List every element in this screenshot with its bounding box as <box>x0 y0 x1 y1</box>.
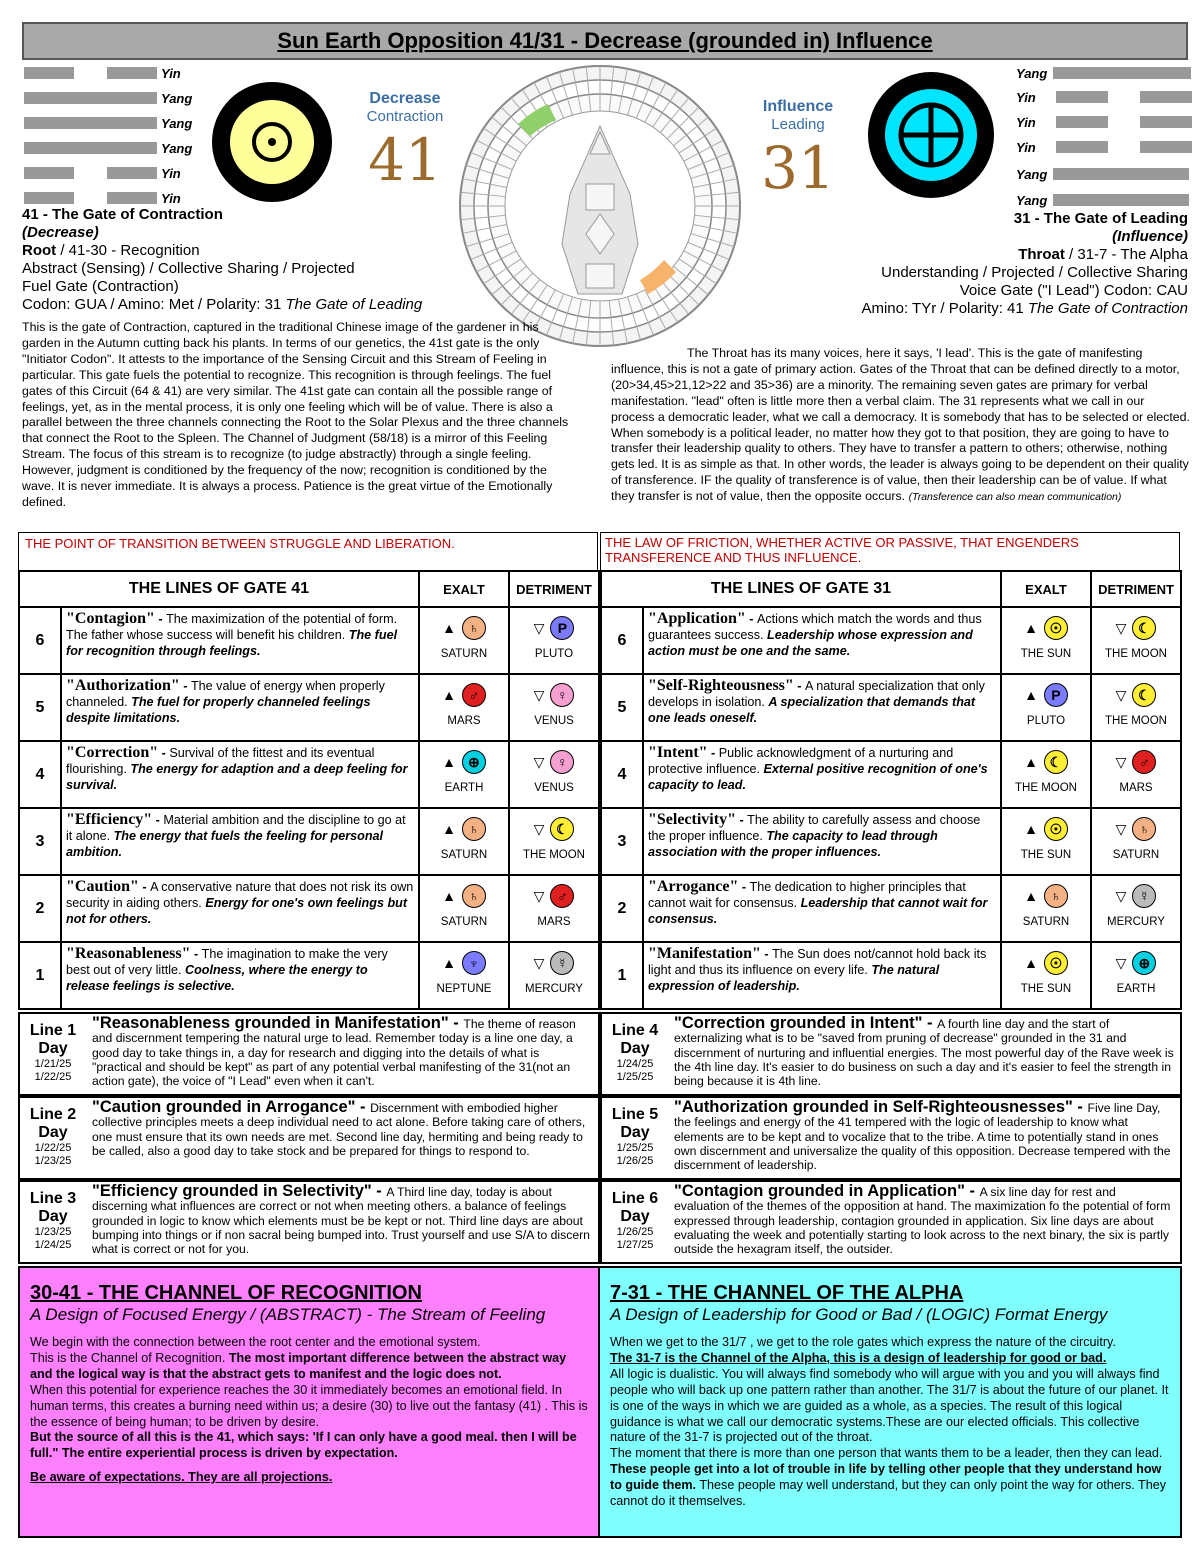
detriment-triangle-icon: ▽ <box>1115 753 1127 770</box>
detriment-planet: ▽ ♂ MARS <box>509 875 599 942</box>
detriment-triangle-icon: ▽ <box>533 619 545 636</box>
lines-table-gate-41 <box>18 570 600 1010</box>
exalt-planet: ▲ P PLUTO <box>1001 674 1091 741</box>
hex-line: Yang <box>24 137 192 159</box>
right-gate-info: 31 - The Gate of Leading (Influence) Throat / 31-7 - The Alpha Understanding / Projected / Collective Sharing Voice Gate ("I Lead") Codon: CAU Amino: TYr / Polarity: 41 The Gate of Contraction <box>861 210 1188 317</box>
exalt-triangle-icon: ▲ <box>1024 955 1038 971</box>
line-description: "Selectivity" - The ability to carefully assess and choose the proper influence. The capacity to lead through association with the proper influences. <box>643 808 1001 875</box>
planet-icon: ♀ <box>550 683 574 707</box>
line-number: 3 <box>19 808 61 875</box>
line-number: 5 <box>19 674 61 741</box>
detriment-planet: ▽ ♄ SATURN <box>1091 808 1181 875</box>
sun-icon <box>210 80 334 204</box>
hex-line: Yang <box>24 87 192 109</box>
line-number: 5 <box>601 674 643 741</box>
hex-line: Yin <box>1012 136 1192 158</box>
planet-icon: ☾ <box>1132 616 1156 640</box>
detriment-planet: ▽ P PLUTO <box>509 607 599 674</box>
left-gate-info: 41 - The Gate of Contraction (Decrease) Root / 41-30 - Recognition Abstract (Sensing) / Collective Sharing / Projected Fuel Gate (Contraction) Codon: GUA / Amino: Met / Polarity: 31 The Gate of Leading <box>22 206 423 313</box>
line-description: "Self-Righteousness" - A natural specialization that only develops in isolation. A specialization that demands that one leads oneself. <box>643 674 1001 741</box>
table-row <box>601 942 1181 1009</box>
line-day-box <box>18 1012 600 1096</box>
planet-icon: ⊕ <box>1132 951 1156 975</box>
paragraph: When we get to the 31/7 , we get to the role gates which express the nature of the circuitry. <box>610 1335 1116 1349</box>
detriment-triangle-icon: ▽ <box>533 954 545 971</box>
table-header: THE LINES OF GATE 41 <box>19 571 419 607</box>
planet-icon: ☾ <box>1044 750 1068 774</box>
planet-icon: ☾ <box>1132 683 1156 707</box>
channel-subtitle: A Design of Focused Energy / (ABSTRACT) - The Stream of Feeling <box>30 1305 546 1324</box>
line-description: "Authorization" - The value of energy when properly channeled. The fuel for properly channeled feelings despite limitations. <box>61 674 419 741</box>
line-day-box <box>18 1096 600 1180</box>
paragraph: But the source of all this is the 41, which says: 'If I can only have a good meal. then I will be full." The entire experiential process is driven by expectation. <box>30 1430 577 1461</box>
detriment-triangle-icon: ▽ <box>1115 820 1127 837</box>
table-row <box>19 875 599 942</box>
left-keyword: Decrease Contraction 41 <box>360 90 450 195</box>
planet-icon: ♆ <box>462 951 486 975</box>
channel-subtitle: A Design of Leadership for Good or Bad / (LOGIC) Format Energy <box>610 1305 1108 1324</box>
lines-table-gate-31 <box>600 570 1182 1010</box>
paragraph: Be aware of expectations. They are all projections. <box>30 1470 333 1485</box>
line-description: "Application" - Actions which match the words and thus guarantees success. Leadership whose expression and action must be one and the same. <box>643 607 1001 674</box>
day-description: "Reasonableness grounded in Manifestation" - The theme of reason and discernment tempering the natural urge to lead. Remember today is a line one day, a good day to take things in, a day for research and digging into the details of what is "practical and should be kept" as part of any potential verbal manifesting of the 31(not an action gate), the voice of "I Lead" even when it can't. <box>92 1014 576 1089</box>
channel-alpha <box>600 1266 1182 1538</box>
detriment-triangle-icon: ▽ <box>1115 887 1127 904</box>
line-day-box <box>18 1180 600 1264</box>
exalt-header: EXALT <box>419 571 509 607</box>
exalt-planet: ▲ ♄ SATURN <box>419 875 509 942</box>
detriment-planet: ▽ ☾ THE MOON <box>1091 607 1181 674</box>
planet-icon: ☾ <box>550 817 574 841</box>
exalt-triangle-icon: ▲ <box>442 821 456 837</box>
table-row <box>601 674 1181 741</box>
line-description: "Intent" - Public acknowledgment of a nurturing and protective influence. External positive recognition of one's capacity to lead. <box>643 741 1001 808</box>
table-row <box>19 942 599 1009</box>
detriment-triangle-icon: ▽ <box>1115 954 1127 971</box>
left-description: This is the gate of Contraction, captured in the traditional Chinese image of the gardener in his garden in the Autumn cutting back his plants. In terms of our genetics, the 41st gate is the only "Initiator Codon". It attests to the importance of the Sensing Circuit and this Stream of Feeling in particular. This gate fuels the potential to recognize. This recognition is through feelings. The fuel gates of this Circuit (64 & 41) are very similar. The 41st gate can contain all the possible range of feelings, yet, as in the mental process, it is only one feeling which will be of value. There is also a parallel between the three channels connecting the Root to the Solar Plexus and the three channels that connect the Root to the Spleen. The Channel of Judgment (58/18) is a mirror of this Feeling Stream. The focus of this stream is to recognize (to judge abstractly) through a single feeling. However, judgment is conditioned by the frequency of the now; recognition is conditioned by the wave. It is never immediate. It is always a process. Patience is the great virtue of the Emotionally defined. <box>22 320 569 509</box>
exalt-triangle-icon: ▲ <box>442 620 456 636</box>
planet-icon: ☿ <box>550 951 574 975</box>
table-row <box>19 607 599 674</box>
exalt-triangle-icon: ▲ <box>1024 687 1038 703</box>
planet-icon: P <box>1044 683 1068 707</box>
channel-recognition <box>18 1266 600 1538</box>
detriment-planet: ▽ ☿ MERCURY <box>1091 875 1181 942</box>
right-keyword: Influence Leading 31 <box>761 98 835 202</box>
detriment-planet: ▽ ⊕ EARTH <box>1091 942 1181 1009</box>
planet-icon: ♄ <box>462 884 486 908</box>
exalt-triangle-icon: ▲ <box>442 888 456 904</box>
exalt-triangle-icon: ▲ <box>1024 754 1038 770</box>
planet-icon: ☉ <box>1044 817 1068 841</box>
exalt-triangle-icon: ▲ <box>1024 888 1038 904</box>
planet-icon: ♄ <box>462 817 486 841</box>
detriment-triangle-icon: ▽ <box>533 887 545 904</box>
exalt-triangle-icon: ▲ <box>1024 620 1038 636</box>
day-description: "Caution grounded in Arrogance" - Discernment with embodied higher collective principles meets a deep individual need to act alone. Before taking care of others, one must ensure that its own needs are met. Second line day, hermiting and being ready to be called, also a good day to take stock and be prepared for things to respond to. <box>92 1098 586 1158</box>
exalt-triangle-icon: ▲ <box>442 754 456 770</box>
exalt-triangle-icon: ▲ <box>442 687 456 703</box>
line-day-box <box>600 1096 1182 1180</box>
paragraph: The moment that there is more than one person that wants them to be a leader, then they can lead. These people get into a lot of trouble in life by telling other people that they understand how to guide them. These people may well understand, but they can only point the way for others. They cannot do it themselves. <box>610 1446 1167 1509</box>
line-description: "Efficiency" - Material ambition and the discipline to go at it alone. The energy that fuels the feeling for personal ambition. <box>61 808 419 875</box>
planet-icon: ☿ <box>1132 884 1156 908</box>
hex-line: Yin <box>1012 86 1192 108</box>
line-description: "Arrogance" - The dedication to higher principles that cannot wait for consensus. Leadership that cannot wait for consensus. <box>643 875 1001 942</box>
planet-icon: ♄ <box>1132 817 1156 841</box>
exalt-planet: ▲ ♄ SATURN <box>419 808 509 875</box>
detriment-planet: ▽ ♂ MARS <box>1091 741 1181 808</box>
paragraph: We begin with the connection between the root center and the emotional system. <box>30 1335 481 1349</box>
detriment-triangle-icon: ▽ <box>1115 686 1127 703</box>
detriment-header: DETRIMENT <box>509 571 599 607</box>
line-description: "Reasonableness" - The imagination to make the very best out of very little. Coolness, where the energy to release feelings is selective. <box>61 942 419 1009</box>
exalt-header: EXALT <box>1001 571 1091 607</box>
exalt-planet: ▲ ☉ THE SUN <box>1001 808 1091 875</box>
line-number: 6 <box>601 607 643 674</box>
exalt-planet: ▲ ♄ SATURN <box>419 607 509 674</box>
line-number: 1 <box>19 942 61 1009</box>
day-label: Line 1 Day 1/21/25 1/22/25 <box>29 1022 77 1083</box>
planet-icon: ♂ <box>462 683 486 707</box>
paragraph: When this potential for experience reaches the 30 it immediately becomes an emotional field. In human terms, this creates a burning need within us; a desire (30) to live out the fantasy (41) . This is the essence of being human; to be driven by desire. <box>30 1382 588 1429</box>
detriment-triangle-icon: ▽ <box>533 753 545 770</box>
channel-title: 7-31 - THE CHANNEL OF THE ALPHA <box>610 1282 964 1304</box>
planet-icon: ♀ <box>550 750 574 774</box>
planet-icon: P <box>550 616 574 640</box>
left-banner: THE POINT OF TRANSITION BETWEEN STRUGGLE AND LIBERATION. <box>18 532 598 570</box>
hex-line: Yin <box>24 62 181 84</box>
detriment-planet: ▽ ♀ VENUS <box>509 741 599 808</box>
gate-number: 41 <box>368 126 442 194</box>
line-number: 2 <box>19 875 61 942</box>
hex-line: Yang <box>1012 163 1189 185</box>
hex-line: Yang <box>24 112 192 134</box>
earth-icon <box>866 70 996 200</box>
hex-line: Yin <box>1012 111 1192 133</box>
detriment-planet: ▽ ♀ VENUS <box>509 674 599 741</box>
detriment-planet: ▽ ☾ THE MOON <box>509 808 599 875</box>
day-label: Line 6 Day 1/26/25 1/27/25 <box>611 1190 659 1251</box>
hex-line: Yin <box>24 187 181 209</box>
exalt-planet: ▲ ⊕ EARTH <box>419 741 509 808</box>
table-row <box>19 674 599 741</box>
planet-icon: ♄ <box>1044 884 1068 908</box>
exalt-planet: ▲ ☉ THE SUN <box>1001 607 1091 674</box>
line-description: "Manifestation" - The Sun does not/cannot hold back its light and thus its influence on every life. The natural expression of leadership. <box>643 942 1001 1009</box>
table-row <box>601 607 1181 674</box>
detriment-header: DETRIMENT <box>1091 571 1181 607</box>
detriment-triangle-icon: ▽ <box>1115 619 1127 636</box>
detriment-planet: ▽ ☾ THE MOON <box>1091 674 1181 741</box>
hex-line: Yang <box>1012 189 1189 211</box>
day-label: Line 3 Day 1/23/25 1/24/25 <box>29 1190 77 1251</box>
line-day-box <box>600 1180 1182 1264</box>
gate-number: 31 <box>761 134 835 202</box>
line-day-box <box>600 1012 1182 1096</box>
line-number: 4 <box>601 741 643 808</box>
day-label: Line 4 Day 1/24/25 1/25/25 <box>611 1022 659 1083</box>
exalt-triangle-icon: ▲ <box>1024 821 1038 837</box>
paragraph: This is the Channel of Recognition. The most important difference between the abstract way and the logical way is that the abstract gets to manifest and the logic does not. <box>30 1350 567 1381</box>
exalt-planet: ▲ ♂ MARS <box>419 674 509 741</box>
exalt-planet: ▲ ♄ SATURN <box>1001 875 1091 942</box>
line-number: 6 <box>19 607 61 674</box>
hex-line: Yin <box>24 162 181 184</box>
day-description: "Correction grounded in Intent" - A fourth line day and the start of externalizing what is to be "saved from pruning of decrease" grounded in the 31 and discernment of nurturing and influential energies. The most powerful day of the Rave week is the 4th line day. It's easier to do business on such a day and it's easier to feel the strength in being because it is 4th line. <box>674 1014 1174 1089</box>
right-banner: THE LAW OF FRICTION, WHETHER ACTIVE OR PASSIVE, THAT ENGENDERS TRANSFERENCE AND THUS INFLUENCE. <box>600 532 1180 570</box>
exalt-planet: ▲ ☉ THE SUN <box>1001 942 1091 1009</box>
table-row <box>19 808 599 875</box>
detriment-planet: ▽ ☿ MERCURY <box>509 942 599 1009</box>
line-number: 2 <box>601 875 643 942</box>
planet-icon: ♂ <box>1132 750 1156 774</box>
hex-line: Yang <box>1012 62 1191 84</box>
planet-icon: ☉ <box>1044 616 1068 640</box>
day-label: Line 2 Day 1/22/25 1/23/25 <box>29 1106 77 1167</box>
paragraph: All logic is dualistic. You will always find somebody who will argue with you and you will always find people who will back up one pattern rather than another. The 31/7 is about the future of our planet. It is one of the ways in which we are guided as a whole, as a species. The result of this logical guidance is what we call our democratic systems.These are our elected officials. This collective nature of the 31-7 is projected out of the throat. <box>610 1366 1169 1445</box>
exalt-planet: ▲ ☾ THE MOON <box>1001 741 1091 808</box>
line-number: 3 <box>601 808 643 875</box>
day-description: "Authorization grounded in Self-Righteousnesses" - Five line Day, the feelings and energy of the 41 tempered with the logic of leadership to know what elements are to be kept and to vocalize that to the tribe. A time to potentially stand in ones own discernment and universalize the quality of this opposition. Decrease tempered with the discernment of leadership. <box>674 1098 1171 1173</box>
detriment-triangle-icon: ▽ <box>533 820 545 837</box>
paragraph: The 31-7 is the Channel of the Alpha, this is a design of leadership for good or bad. <box>610 1350 1107 1365</box>
detriment-triangle-icon: ▽ <box>533 686 545 703</box>
planet-icon: ♄ <box>462 616 486 640</box>
line-number: 1 <box>601 942 643 1009</box>
line-description: "Caution" - A conservative nature that does not risk its own security in aiding others. Energy for one's own feelings but not for others. <box>61 875 419 942</box>
right-description: The Throat has its many voices, here it says, 'I lead'. This is the gate of manifesting influence, this is not a gate of primary action. Gates of the Throat that can be defined directly to a motor, (20>34,45>21,12>22 and 35>36) are a minority. The remaining seven gates are primary for verbal manifestation. "lead" often is little more then a verbal claim. The 31 represents what we call in our process a democratic leader, what we call a democracy. It is somebody that has to be selected or elected. When somebody is a political leader, no matter how they got to that position, they are going to have to transfer their leadership quality to others. They have to transfer a pattern to others; otherwise, nothing gets led. It is as simple as that. In other words, the leader is always going to be dependent on their quality of transference. IF the quality of transference is of value, then their leadership can be of value. If what they transfer is not of value, then the opposite occurs. (Transference can also mean communication) <box>611 346 1190 504</box>
table-row <box>601 808 1181 875</box>
line-number: 4 <box>19 741 61 808</box>
day-label: Line 5 Day 1/25/25 1/26/25 <box>611 1106 659 1167</box>
planet-icon: ☉ <box>1044 951 1068 975</box>
table-row <box>601 875 1181 942</box>
exalt-planet: ▲ ♆ NEPTUNE <box>419 942 509 1009</box>
table-row <box>19 741 599 808</box>
table-row <box>601 741 1181 808</box>
day-description: "Efficiency grounded in Selectivity" - A Third line day, today is about discerning what influences are correct or not when meeting others. a balance of feelings grounded in logic to know which elements must be be kept or not. Third line days are about bumping into things or if non sacral being bumped into. Trust yourself and use S/A to discern what is correct or not for you. <box>92 1182 590 1257</box>
planet-icon: ⊕ <box>462 750 486 774</box>
planet-icon: ♂ <box>550 884 574 908</box>
channel-title: 30-41 - THE CHANNEL OF RECOGNITION <box>30 1282 422 1304</box>
day-description: "Contagion grounded in Application" - A six line day for rest and evaluation of the themes of the opposition at hand. The maximization fo the potential of form expressed through leadership, contagion grounded in application. Six line days are about evaluating the week and potentially starting to look across to the next binary, the six is partly outside the hexagram itself, the outsider. <box>674 1182 1171 1257</box>
line-description: "Contagion" - The maximization of the potential of form. The father whose success will benefit his children. The fuel for recognition through feelings. <box>61 607 419 674</box>
table-header: THE LINES OF GATE 31 <box>601 571 1001 607</box>
exalt-triangle-icon: ▲ <box>442 955 456 971</box>
page-title: Sun Earth Opposition 41/31 - Decrease (grounded in) Influence <box>22 22 1188 60</box>
line-description: "Correction" - Survival of the fittest and its eventual flourishing. The energy for adaption and a deep feeling for survival. <box>61 741 419 808</box>
